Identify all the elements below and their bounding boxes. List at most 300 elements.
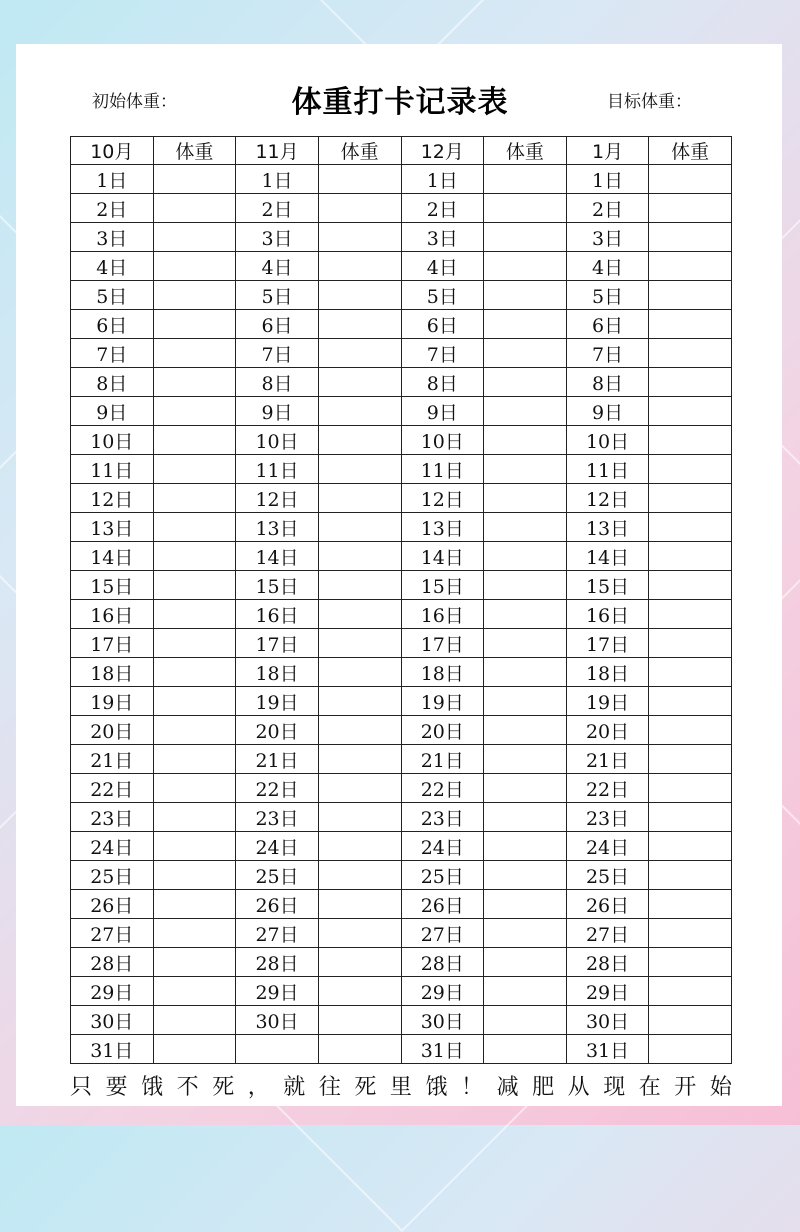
month-header-dec: 12月	[401, 137, 484, 165]
day-cell: 30日	[236, 1006, 319, 1035]
day-cell: 24日	[566, 832, 649, 861]
weight-entry-cell[interactable]	[484, 948, 567, 977]
day-cell: 1日	[401, 165, 484, 194]
weight-entry-cell[interactable]	[153, 1035, 236, 1064]
weight-entry-cell[interactable]	[153, 745, 236, 774]
weight-entry-cell[interactable]	[484, 194, 567, 223]
footer-motto-char: 要	[105, 1075, 128, 1100]
day-cell: 24日	[71, 832, 154, 861]
weight-entry-cell[interactable]	[318, 339, 401, 368]
footer-motto-char: 往	[318, 1075, 341, 1100]
day-cell: 16日	[236, 600, 319, 629]
weight-entry-cell[interactable]	[318, 803, 401, 832]
day-cell: 15日	[71, 571, 154, 600]
footer-motto-char: 死	[354, 1075, 377, 1100]
day-cell: 12日	[566, 484, 649, 513]
day-cell: 10日	[401, 426, 484, 455]
day-cell: 13日	[71, 513, 154, 542]
day-cell: 9日	[401, 397, 484, 426]
weight-entry-cell[interactable]	[484, 513, 567, 542]
table-row	[71, 542, 732, 571]
weight-entry-cell[interactable]	[649, 368, 732, 397]
page-title: 体重打卡记录表	[291, 85, 509, 120]
weight-entry-cell[interactable]	[318, 165, 401, 194]
day-cell: 16日	[71, 600, 154, 629]
day-cell: 4日	[71, 252, 154, 281]
day-cell: 15日	[566, 571, 649, 600]
day-cell: 18日	[71, 658, 154, 687]
day-cell: 28日	[566, 948, 649, 977]
day-cell: 25日	[71, 861, 154, 890]
weight-entry-cell[interactable]	[318, 252, 401, 281]
weight-entry-cell[interactable]	[153, 281, 236, 310]
day-cell: 12日	[401, 484, 484, 513]
weight-entry-cell[interactable]	[484, 832, 567, 861]
weight-entry-cell[interactable]	[484, 484, 567, 513]
day-cell: 19日	[401, 687, 484, 716]
weight-entry-cell[interactable]	[153, 455, 236, 484]
day-cell: 2日	[401, 194, 484, 223]
weight-entry-cell[interactable]	[484, 339, 567, 368]
weight-log-body	[71, 165, 732, 1064]
day-cell: 12日	[236, 484, 319, 513]
day-cell: 21日	[71, 745, 154, 774]
day-cell: 17日	[401, 629, 484, 658]
day-cell: 31日	[71, 1035, 154, 1064]
weight-entry-cell[interactable]	[153, 1006, 236, 1035]
day-cell: 9日	[566, 397, 649, 426]
weight-entry-cell[interactable]	[649, 658, 732, 687]
day-cell: 3日	[71, 223, 154, 252]
day-cell: 20日	[401, 716, 484, 745]
day-cell: 28日	[71, 948, 154, 977]
day-cell: 26日	[71, 890, 154, 919]
footer-motto-char: 饿	[425, 1075, 448, 1100]
table-row	[71, 310, 732, 339]
day-cell: 4日	[236, 252, 319, 281]
weight-entry-cell[interactable]	[318, 1035, 401, 1064]
day-cell: 22日	[566, 774, 649, 803]
weight-entry-cell[interactable]	[318, 832, 401, 861]
day-cell: 15日	[236, 571, 319, 600]
weight-entry-cell[interactable]	[153, 194, 236, 223]
weight-entry-cell[interactable]	[153, 832, 236, 861]
day-cell: 15日	[401, 571, 484, 600]
day-cell: 6日	[236, 310, 319, 339]
table-row	[71, 368, 732, 397]
day-cell: 1日	[71, 165, 154, 194]
weight-entry-cell[interactable]	[318, 658, 401, 687]
weight-header: 体重	[484, 137, 567, 165]
day-cell: 7日	[566, 339, 649, 368]
table-row	[71, 658, 732, 687]
day-cell: 20日	[566, 716, 649, 745]
footer-motto-char: 只	[70, 1075, 93, 1100]
day-cell: 11日	[71, 455, 154, 484]
weight-entry-cell[interactable]	[318, 600, 401, 629]
weight-entry-cell[interactable]	[484, 252, 567, 281]
weight-entry-cell[interactable]	[318, 687, 401, 716]
day-cell: 22日	[401, 774, 484, 803]
day-cell: 13日	[566, 513, 649, 542]
footer-motto-char: 就	[283, 1075, 306, 1100]
weight-entry-cell[interactable]	[153, 368, 236, 397]
table-row	[71, 861, 732, 890]
weight-entry-cell[interactable]	[649, 1006, 732, 1035]
weight-entry-cell[interactable]	[484, 658, 567, 687]
day-cell	[236, 1035, 319, 1064]
day-cell: 26日	[566, 890, 649, 919]
table-row	[71, 745, 732, 774]
footer-motto-char: ，	[247, 1075, 270, 1100]
day-cell: 2日	[236, 194, 319, 223]
weight-entry-cell[interactable]	[484, 629, 567, 658]
day-cell: 17日	[71, 629, 154, 658]
table-row	[71, 600, 732, 629]
day-cell: 6日	[71, 310, 154, 339]
day-cell: 14日	[71, 542, 154, 571]
day-cell: 25日	[401, 861, 484, 890]
weight-entry-cell[interactable]	[649, 310, 732, 339]
day-cell: 17日	[566, 629, 649, 658]
weight-entry-cell[interactable]	[484, 571, 567, 600]
day-cell: 29日	[236, 977, 319, 1006]
footer-motto-char: 现	[603, 1075, 626, 1100]
day-cell: 23日	[566, 803, 649, 832]
day-cell: 29日	[566, 977, 649, 1006]
day-cell: 19日	[566, 687, 649, 716]
day-cell: 19日	[71, 687, 154, 716]
weight-entry-cell[interactable]	[318, 455, 401, 484]
weight-entry-cell[interactable]	[484, 977, 567, 1006]
weight-entry-cell[interactable]	[484, 165, 567, 194]
weight-entry-cell[interactable]	[318, 919, 401, 948]
footer-motto-char: 始	[709, 1075, 732, 1100]
day-cell: 26日	[401, 890, 484, 919]
weight-entry-cell[interactable]	[153, 397, 236, 426]
day-cell: 13日	[401, 513, 484, 542]
weight-entry-cell[interactable]	[484, 542, 567, 571]
day-cell: 11日	[236, 455, 319, 484]
footer-motto-char: 死	[212, 1075, 235, 1100]
weight-entry-cell[interactable]	[649, 1035, 732, 1064]
day-cell: 11日	[401, 455, 484, 484]
day-cell: 12日	[71, 484, 154, 513]
day-cell: 19日	[236, 687, 319, 716]
table-row	[71, 339, 732, 368]
weight-entry-cell[interactable]	[153, 513, 236, 542]
day-cell: 25日	[236, 861, 319, 890]
weight-entry-cell[interactable]	[153, 600, 236, 629]
weight-entry-cell[interactable]	[484, 310, 567, 339]
weight-entry-cell[interactable]	[649, 745, 732, 774]
day-cell: 6日	[401, 310, 484, 339]
weight-entry-cell[interactable]	[153, 948, 236, 977]
weight-entry-cell[interactable]	[484, 1006, 567, 1035]
day-cell: 2日	[71, 194, 154, 223]
weight-entry-cell[interactable]	[484, 397, 567, 426]
day-cell: 30日	[566, 1006, 649, 1035]
weight-entry-cell[interactable]	[318, 310, 401, 339]
weight-entry-cell[interactable]	[153, 919, 236, 948]
weight-entry-cell[interactable]	[649, 861, 732, 890]
day-cell: 29日	[71, 977, 154, 1006]
weight-entry-cell[interactable]	[153, 542, 236, 571]
day-cell: 4日	[566, 252, 649, 281]
weight-entry-cell[interactable]	[649, 977, 732, 1006]
weight-entry-cell[interactable]	[649, 890, 732, 919]
weight-entry-cell[interactable]	[318, 368, 401, 397]
day-cell: 7日	[236, 339, 319, 368]
weight-entry-cell[interactable]	[649, 223, 732, 252]
day-cell: 27日	[401, 919, 484, 948]
weight-entry-cell[interactable]	[153, 252, 236, 281]
day-cell: 8日	[71, 368, 154, 397]
weight-entry-cell[interactable]	[153, 310, 236, 339]
target-weight-label: 目标体重：	[607, 92, 692, 112]
weight-entry-cell[interactable]	[649, 803, 732, 832]
weight-entry-cell[interactable]	[318, 890, 401, 919]
weight-entry-cell[interactable]	[153, 571, 236, 600]
day-cell: 18日	[566, 658, 649, 687]
day-cell: 5日	[71, 281, 154, 310]
day-cell: 7日	[401, 339, 484, 368]
table-row	[71, 1006, 732, 1035]
day-cell: 30日	[401, 1006, 484, 1035]
day-cell: 16日	[566, 600, 649, 629]
weight-entry-cell[interactable]	[318, 513, 401, 542]
weight-entry-cell[interactable]	[484, 223, 567, 252]
weight-entry-cell[interactable]	[318, 542, 401, 571]
table-row	[71, 223, 732, 252]
table-row	[71, 484, 732, 513]
weight-entry-cell[interactable]	[153, 716, 236, 745]
weight-entry-cell[interactable]	[153, 223, 236, 252]
day-cell: 28日	[401, 948, 484, 977]
day-cell: 4日	[401, 252, 484, 281]
weight-entry-cell[interactable]	[153, 484, 236, 513]
footer-motto-char: 肥	[532, 1075, 555, 1100]
table-row	[71, 1035, 732, 1064]
weight-entry-cell[interactable]	[484, 890, 567, 919]
day-cell: 7日	[71, 339, 154, 368]
table-row	[71, 832, 732, 861]
day-cell: 14日	[401, 542, 484, 571]
table-row	[71, 687, 732, 716]
day-cell: 29日	[401, 977, 484, 1006]
day-cell: 31日	[401, 1035, 484, 1064]
month-header-oct: 10月	[71, 137, 154, 165]
weight-entry-cell[interactable]	[649, 600, 732, 629]
day-cell: 8日	[236, 368, 319, 397]
month-header-jan: 1月	[566, 137, 649, 165]
day-cell: 27日	[71, 919, 154, 948]
day-cell: 13日	[236, 513, 319, 542]
day-cell: 21日	[401, 745, 484, 774]
footer-motto-char: 不	[176, 1075, 199, 1100]
weight-entry-cell[interactable]	[484, 861, 567, 890]
footer-motto-char: 里	[389, 1075, 412, 1100]
weight-entry-cell[interactable]	[649, 629, 732, 658]
weight-entry-cell[interactable]	[153, 687, 236, 716]
table-row	[71, 397, 732, 426]
day-cell: 27日	[566, 919, 649, 948]
day-cell: 25日	[566, 861, 649, 890]
day-cell: 21日	[566, 745, 649, 774]
table-row	[71, 165, 732, 194]
day-cell: 24日	[401, 832, 484, 861]
weight-entry-cell[interactable]	[153, 803, 236, 832]
weight-entry-cell[interactable]	[649, 252, 732, 281]
table-row	[71, 252, 732, 281]
footer-motto-char: 减	[496, 1075, 519, 1100]
weight-entry-cell[interactable]	[649, 832, 732, 861]
weight-entry-cell[interactable]	[484, 687, 567, 716]
weight-entry-cell[interactable]	[649, 716, 732, 745]
day-cell: 23日	[71, 803, 154, 832]
footer-motto-char: 开	[674, 1075, 697, 1100]
weight-entry-cell[interactable]	[649, 281, 732, 310]
weight-entry-cell[interactable]	[649, 165, 732, 194]
weight-entry-cell[interactable]	[484, 281, 567, 310]
weight-entry-cell[interactable]	[318, 397, 401, 426]
day-cell: 23日	[236, 803, 319, 832]
day-cell: 31日	[566, 1035, 649, 1064]
weight-entry-cell[interactable]	[649, 455, 732, 484]
table-row	[71, 774, 732, 803]
day-cell: 22日	[236, 774, 319, 803]
day-cell: 10日	[71, 426, 154, 455]
day-cell: 8日	[566, 368, 649, 397]
weight-entry-cell[interactable]	[484, 716, 567, 745]
weight-entry-cell[interactable]	[649, 484, 732, 513]
day-cell: 24日	[236, 832, 319, 861]
table-row	[71, 948, 732, 977]
weight-entry-cell[interactable]	[649, 513, 732, 542]
footer-motto-char: ！	[461, 1075, 484, 1100]
table-row	[71, 194, 732, 223]
weight-entry-cell[interactable]	[318, 948, 401, 977]
weight-header: 体重	[318, 137, 401, 165]
table-row	[71, 571, 732, 600]
weight-entry-cell[interactable]	[318, 774, 401, 803]
weight-entry-cell[interactable]	[318, 281, 401, 310]
day-cell: 9日	[71, 397, 154, 426]
day-cell: 10日	[236, 426, 319, 455]
weight-entry-cell[interactable]	[484, 919, 567, 948]
weight-entry-cell[interactable]	[484, 745, 567, 774]
weight-entry-cell[interactable]	[649, 774, 732, 803]
weight-entry-cell[interactable]	[153, 861, 236, 890]
start-weight-label: 初始体重：	[92, 92, 177, 112]
table-header-row	[71, 137, 732, 165]
weight-entry-cell[interactable]	[649, 571, 732, 600]
weight-entry-cell[interactable]	[649, 426, 732, 455]
weight-entry-cell[interactable]	[318, 223, 401, 252]
day-cell: 1日	[566, 165, 649, 194]
table-row	[71, 455, 732, 484]
weight-entry-cell[interactable]	[484, 1035, 567, 1064]
day-cell: 17日	[236, 629, 319, 658]
weight-entry-cell[interactable]	[484, 774, 567, 803]
footer-motto-char: 饿	[141, 1075, 164, 1100]
weight-entry-cell[interactable]	[484, 368, 567, 397]
weight-entry-cell[interactable]	[484, 803, 567, 832]
weight-entry-cell[interactable]	[153, 658, 236, 687]
table-row	[71, 426, 732, 455]
weight-entry-cell[interactable]	[649, 687, 732, 716]
day-cell: 30日	[71, 1006, 154, 1035]
day-cell: 20日	[71, 716, 154, 745]
day-cell: 26日	[236, 890, 319, 919]
weight-entry-cell[interactable]	[318, 745, 401, 774]
weight-entry-cell[interactable]	[153, 890, 236, 919]
table-row	[71, 513, 732, 542]
day-cell: 27日	[236, 919, 319, 948]
weight-entry-cell[interactable]	[318, 716, 401, 745]
weight-entry-cell[interactable]	[153, 977, 236, 1006]
weight-header: 体重	[153, 137, 236, 165]
footer-motto	[70, 1070, 732, 1101]
day-cell: 14日	[236, 542, 319, 571]
weight-entry-cell[interactable]	[153, 165, 236, 194]
weight-entry-cell[interactable]	[318, 1006, 401, 1035]
day-cell: 14日	[566, 542, 649, 571]
day-cell: 2日	[566, 194, 649, 223]
weight-entry-cell[interactable]	[153, 339, 236, 368]
day-cell: 21日	[236, 745, 319, 774]
weight-entry-cell[interactable]	[484, 455, 567, 484]
weight-entry-cell[interactable]	[484, 426, 567, 455]
day-cell: 3日	[401, 223, 484, 252]
weight-entry-cell[interactable]	[318, 571, 401, 600]
day-cell: 5日	[566, 281, 649, 310]
day-cell: 5日	[401, 281, 484, 310]
weight-entry-cell[interactable]	[649, 194, 732, 223]
day-cell: 10日	[566, 426, 649, 455]
weight-entry-cell[interactable]	[318, 861, 401, 890]
day-cell: 23日	[401, 803, 484, 832]
weight-entry-cell[interactable]	[649, 397, 732, 426]
table-row	[71, 803, 732, 832]
weight-entry-cell[interactable]	[649, 542, 732, 571]
day-cell: 18日	[401, 658, 484, 687]
weight-entry-cell[interactable]	[153, 426, 236, 455]
footer-motto-char: 在	[638, 1075, 661, 1100]
weight-entry-cell[interactable]	[318, 629, 401, 658]
day-cell: 3日	[236, 223, 319, 252]
weight-entry-cell[interactable]	[484, 600, 567, 629]
table-row	[71, 281, 732, 310]
weight-entry-cell[interactable]	[318, 194, 401, 223]
weight-entry-cell[interactable]	[318, 426, 401, 455]
table-row	[71, 919, 732, 948]
day-cell: 1日	[236, 165, 319, 194]
table-row	[71, 977, 732, 1006]
weight-entry-cell[interactable]	[649, 948, 732, 977]
weight-entry-cell[interactable]	[318, 484, 401, 513]
weight-entry-cell[interactable]	[649, 919, 732, 948]
day-cell: 3日	[566, 223, 649, 252]
table-row	[71, 629, 732, 658]
weight-entry-cell[interactable]	[153, 629, 236, 658]
weight-entry-cell[interactable]	[153, 774, 236, 803]
day-cell: 16日	[401, 600, 484, 629]
day-cell: 9日	[236, 397, 319, 426]
weight-entry-cell[interactable]	[649, 339, 732, 368]
weight-entry-cell[interactable]	[318, 977, 401, 1006]
day-cell: 6日	[566, 310, 649, 339]
